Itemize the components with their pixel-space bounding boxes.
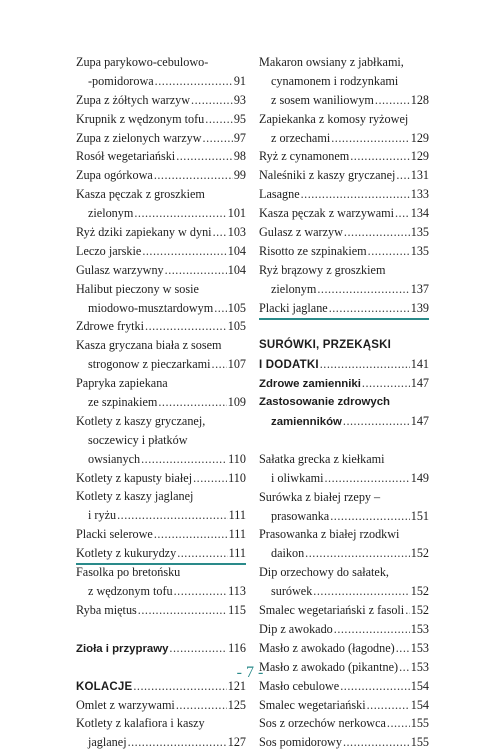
toc-entry[interactable]: [259, 204, 429, 223]
toc-entry-title: i oliwkami: [271, 470, 324, 485]
toc-entry-title: Surówka z białej rzepy –: [259, 489, 381, 504]
toc-entry[interactable]: [259, 450, 429, 469]
toc-entry-title: Kasza pęczak z warzywami: [259, 206, 394, 221]
toc-leader-dots: [317, 280, 409, 299]
toc-entry[interactable]: [259, 185, 429, 204]
toc-leader-dots: [212, 355, 227, 374]
toc-leader-dots: [214, 299, 226, 318]
toc-leader-dots: [305, 544, 410, 563]
toc-leader-dots: [191, 91, 233, 110]
toc-page-number: 129: [410, 149, 429, 164]
toc-leader-dots: [343, 412, 410, 431]
toc-page-number: 149: [410, 470, 429, 485]
toc-leader-dots: [155, 72, 233, 91]
toc-entry[interactable]: [76, 355, 246, 374]
toc-entry-title: KOLACJE: [76, 680, 133, 693]
toc-page-number: 125: [227, 697, 246, 712]
toc-leader-dots: [331, 129, 410, 148]
toc-leader-dots: [203, 129, 233, 148]
toc-entry[interactable]: [76, 506, 246, 525]
toc-entry-title: Zapiekanka z komosy ryżowej: [259, 111, 409, 126]
toc-page-number: 99: [233, 168, 246, 183]
toc-entry-title: z wędzonym tofu: [88, 583, 173, 598]
toc-leader-dots: [375, 91, 410, 110]
toc-leader-dots: [176, 696, 227, 715]
toc-page-number: 110: [228, 451, 246, 466]
toc-entry[interactable]: [259, 544, 429, 563]
toc-entry-title: Kasza gryczana biała z sosem: [76, 338, 222, 353]
toc-entry[interactable]: [76, 336, 246, 355]
toc-entry[interactable]: [259, 525, 429, 544]
toc-page-number: 133: [410, 187, 429, 202]
toc-entry[interactable]: [76, 412, 246, 431]
toc-entry[interactable]: [76, 469, 246, 488]
toc-entry[interactable]: [259, 620, 429, 639]
toc-page-number: 105: [227, 319, 246, 334]
toc-entry[interactable]: [259, 147, 429, 166]
toc-entry-title: Dip orzechowy do sałatek,: [259, 565, 389, 580]
toc-leader-dots: [158, 393, 226, 412]
toc-entry[interactable]: [76, 544, 246, 563]
toc-page-number: 155: [410, 716, 429, 731]
toc-entry-title: Risotto ze szpinakiem: [259, 243, 367, 258]
toc-entry-title: Makaron owsiany z jabłkami,: [259, 55, 404, 69]
toc-page-number: 154: [410, 678, 429, 693]
toc-leader-dots: [213, 223, 227, 242]
toc-entry-title: soczewicy i płatków: [88, 432, 188, 447]
section-underline-kolacje: [76, 563, 246, 565]
toc-entry-title: Lasagne: [259, 187, 300, 202]
toc-entry[interactable]: [259, 261, 429, 280]
toc-left-column: [76, 53, 246, 752]
page-number: - 7 -: [236, 664, 264, 681]
toc-leader-dots: [174, 582, 228, 601]
toc-page-number: 134: [410, 206, 429, 221]
toc-entry[interactable]: [76, 733, 246, 752]
toc-page-number: 152: [410, 546, 429, 561]
toc-entry[interactable]: [259, 53, 429, 72]
toc-entry-title: Ryż z cynamonem: [259, 149, 350, 164]
toc-entry-title: Placki selerowe: [76, 527, 153, 542]
toc-page-number: 111: [228, 527, 246, 542]
toc-entry[interactable]: [259, 733, 429, 752]
toc-entry[interactable]: [259, 129, 429, 148]
toc-right-column: [259, 53, 429, 752]
toc-section-heading[interactable]: [259, 336, 429, 355]
toc-entry[interactable]: [76, 639, 246, 658]
toc-page-number: 127: [227, 735, 246, 750]
toc-leader-dots: [344, 223, 410, 242]
toc-entry-title: Masło z awokado (pikantne): [259, 659, 399, 674]
toc-page-number: 147: [410, 414, 429, 429]
toc-page-number: 110: [228, 470, 246, 485]
toc-page-number: 111: [228, 508, 246, 523]
toc-leader-dots: [154, 525, 228, 544]
toc-entry-title: Zastosowanie zdrowych: [259, 396, 391, 409]
toc-leader-dots: [405, 601, 410, 620]
toc-entry-title: z sosem waniliowym: [271, 92, 374, 107]
toc-entry[interactable]: [259, 412, 429, 431]
toc-page-number: 91: [233, 73, 246, 88]
toc-entry[interactable]: [76, 53, 246, 72]
toc-entry-title: Kasza pęczak z groszkiem: [76, 187, 205, 202]
toc-entry[interactable]: [76, 563, 246, 582]
toc-page-number: 141: [410, 357, 429, 372]
toc-leader-dots: [154, 166, 233, 185]
toc-entry[interactable]: [76, 374, 246, 393]
toc-entry-title: Krupnik z wędzonym tofu: [76, 111, 205, 126]
toc-page-number: 152: [410, 584, 429, 599]
toc-entry[interactable]: [76, 280, 246, 299]
toc-entry[interactable]: [259, 166, 429, 185]
toc-entry[interactable]: [76, 525, 246, 544]
toc-entry-title: strogonow z pieczarkami: [88, 357, 211, 372]
toc-entry[interactable]: [259, 393, 429, 412]
toc-page-number: 116: [228, 640, 246, 655]
toc-entry-title: z orzechami: [271, 130, 331, 145]
toc-page-number: 121: [227, 678, 246, 693]
toc-entry-title: daikon: [271, 546, 305, 561]
toc-page-number: 93: [233, 92, 246, 107]
toc-page-number: 115: [228, 602, 246, 617]
toc-entry-title: Zdrowe zamienniki: [259, 378, 361, 391]
toc-entry-title: Zupa parykowo-cebulowo-: [76, 55, 209, 69]
toc-entry[interactable]: [76, 393, 246, 412]
toc-page-number: 105: [227, 300, 246, 315]
toc-entry[interactable]: [76, 204, 246, 223]
toc-page-number: 153: [410, 621, 429, 636]
toc-entry-title: Placki jaglane: [259, 300, 328, 315]
toc-leader-dots: [142, 242, 226, 261]
toc-entry[interactable]: [76, 147, 246, 166]
toc-entry-title: Sałatka grecka z kiełkami: [259, 451, 385, 466]
toc-leader-dots: [177, 544, 227, 563]
toc-entry-title: Naleśniki z kaszy gryczanej: [259, 168, 396, 183]
toc-page-number: 153: [410, 640, 429, 655]
toc-entry-title: Omlet z warzywami: [76, 697, 175, 712]
toc-spacer: [259, 317, 429, 336]
toc-entry[interactable]: [259, 374, 429, 393]
toc-entry[interactable]: [259, 280, 429, 299]
toc-entry-title: Kotlety z kapusty białej: [76, 470, 193, 485]
toc-entry[interactable]: [76, 431, 246, 450]
toc-page-number: 104: [227, 262, 246, 277]
section-underline-surowki: [259, 318, 429, 320]
toc-entry-title: Rosół wegetariański: [76, 149, 176, 164]
toc-entry-title: Zupa z żółtych warzyw: [76, 92, 191, 107]
toc-page-number: 97: [233, 130, 246, 145]
toc-entry[interactable]: [76, 129, 246, 148]
toc-entry-title: zamienników: [271, 416, 342, 429]
toc-entry[interactable]: [76, 261, 246, 280]
toc-page-number: 103: [227, 225, 246, 240]
toc-entry[interactable]: [259, 714, 429, 733]
toc-page-number: 109: [227, 395, 246, 410]
toc-entry-title: Zupa z zielonych warzyw: [76, 130, 202, 145]
toc-leader-dots: [128, 733, 227, 752]
toc-entry[interactable]: [76, 91, 246, 110]
toc-leader-dots: [334, 620, 410, 639]
toc-leader-dots: [395, 204, 410, 223]
toc-entry-title: Kotlety z kaszy jaglanej: [76, 489, 194, 504]
toc-entry[interactable]: [259, 223, 429, 242]
toc-spacer: [259, 431, 429, 450]
toc-entry[interactable]: [76, 582, 246, 601]
toc-entry[interactable]: [259, 242, 429, 261]
toc-entry-title: Gulasz z warzyw: [259, 225, 343, 240]
toc-entry-title: Zdrowe frytki: [76, 319, 145, 334]
toc-entry-title: jaglanej: [88, 735, 127, 750]
toc-entry-title: -pomidorowa: [88, 73, 154, 88]
toc-entry-title: Dip z awokado: [259, 621, 333, 636]
toc-leader-dots: [350, 147, 410, 166]
toc-entry[interactable]: [259, 563, 429, 582]
toc-page-number: 151: [410, 508, 429, 523]
toc-entry-title: Papryka zapiekana: [76, 376, 168, 391]
toc-entry-title: owsianych: [88, 451, 141, 466]
toc-page-number: 107: [227, 357, 246, 372]
toc-entry[interactable]: [259, 299, 429, 318]
toc-entry-title: Gulasz warzywny: [76, 262, 164, 277]
toc-page-number: 129: [410, 130, 429, 145]
toc-leader-dots: [387, 714, 410, 733]
toc-entry[interactable]: [76, 223, 246, 242]
toc-page-number: 153: [410, 659, 429, 674]
toc-entry-title: Kotlety z kalafiora i kaszy: [76, 716, 205, 731]
toc-page-number: 135: [410, 225, 429, 240]
toc-entry[interactable]: [259, 507, 429, 526]
toc-entry-title: i ryżu: [88, 508, 117, 523]
toc-entry-title: Fasolka po bretońsku: [76, 565, 181, 580]
toc-entry[interactable]: [76, 601, 246, 620]
toc-entry[interactable]: [76, 714, 246, 733]
toc-page-number: 111: [228, 546, 246, 561]
toc-entry[interactable]: [259, 601, 429, 620]
toc-leader-dots: [141, 450, 227, 469]
toc-page-number: 137: [410, 281, 429, 296]
toc-entry[interactable]: [76, 450, 246, 469]
toc-leader-dots: [117, 506, 228, 525]
toc-page-number: 101: [227, 206, 246, 221]
toc-entry-title: Kotlety z kaszy gryczanej,: [76, 413, 206, 428]
toc-spacer: [76, 620, 246, 639]
toc-entry-title: Ryż brązowy z groszkiem: [259, 262, 386, 277]
toc-leader-dots: [329, 299, 410, 318]
toc-entry[interactable]: [259, 110, 429, 129]
toc-entry-title: Ryba miętus: [76, 602, 137, 617]
toc-leader-dots: [362, 374, 410, 393]
toc-page-number: 98: [233, 149, 246, 164]
toc-entry-title: cynamonem i rodzynkami: [271, 73, 399, 88]
toc-page-number: 131: [410, 168, 429, 183]
toc-page-number: 95: [233, 111, 246, 126]
toc-page-number: 113: [228, 583, 246, 598]
toc-entry[interactable]: [76, 696, 246, 715]
toc-leader-dots: [134, 204, 226, 223]
toc-entry-title: Masło cebulowe: [259, 678, 340, 693]
toc-leader-dots: [367, 696, 410, 715]
toc-entry-title: zielonym: [88, 206, 134, 221]
toc-entry[interactable]: [76, 299, 246, 318]
toc-leader-dots: [330, 507, 410, 526]
toc-leader-dots: [368, 242, 410, 261]
toc-page-number: 154: [410, 697, 429, 712]
toc-page-number: 147: [410, 376, 429, 391]
toc-entry-title: zielonym: [271, 281, 317, 296]
toc-entry-title: Smalec wegetariański: [259, 697, 366, 712]
toc-entry[interactable]: [76, 185, 246, 204]
toc-entry[interactable]: [259, 469, 429, 488]
toc-entry[interactable]: [259, 582, 429, 601]
toc-leader-dots: [396, 639, 410, 658]
toc-entry[interactable]: [76, 110, 246, 129]
toc-entry[interactable]: [259, 72, 429, 91]
toc-page-number: 139: [410, 300, 429, 315]
toc-entry-title: Leczo jarskie: [76, 243, 142, 258]
toc-leader-dots: [343, 733, 410, 752]
toc-entry-title: Zupa ogórkowa: [76, 168, 153, 183]
toc-leader-dots: [193, 469, 227, 488]
toc-leader-dots: [145, 317, 227, 336]
toc-entry-title: Kotlety z kukurydzy: [76, 546, 177, 561]
toc-entry-title: Halibut pieczony w sosie: [76, 281, 199, 296]
toc-leader-dots: [301, 185, 410, 204]
toc-entry-title: Sos z orzechów nerkowca: [259, 716, 386, 731]
toc-leader-dots: [138, 601, 227, 620]
toc-entry[interactable]: [259, 91, 429, 110]
toc-entry-title: prasowanka: [271, 508, 330, 523]
toc-entry-title: I DODATKI: [259, 359, 319, 372]
toc-entry-title: Smalec wegetariański z fasoli: [259, 603, 405, 618]
toc-entry[interactable]: [259, 488, 429, 507]
toc-entry-title: Ryż dziki zapiekany w dyni: [76, 225, 212, 240]
toc-leader-dots: [396, 166, 409, 185]
toc-entry-title: Prasowanka z białej rzodkwi: [259, 527, 400, 542]
toc-section-heading[interactable]: [259, 355, 429, 374]
toc-entry[interactable]: [76, 72, 246, 91]
toc-page-number: 128: [410, 92, 429, 107]
toc-entry[interactable]: [76, 487, 246, 506]
toc-entry-title: Zioła i przyprawy: [76, 642, 169, 655]
toc-entry-title: Sos pomidorowy: [259, 735, 342, 750]
toc-leader-dots: [176, 147, 233, 166]
toc-page-number: 104: [227, 243, 246, 258]
toc-leader-dots: [169, 639, 227, 658]
toc-entry[interactable]: [76, 242, 246, 261]
toc-entry-title: ze szpinakiem: [88, 395, 158, 410]
toc-leader-dots: [324, 469, 409, 488]
toc-entry-title: miodowo-musztardowym: [88, 300, 214, 315]
toc-entry[interactable]: [76, 317, 246, 336]
toc-leader-dots: [313, 582, 409, 601]
toc-leader-dots: [320, 355, 410, 374]
toc-entry-title: Masło z awokado (łagodne): [259, 640, 395, 655]
toc-entry-title: surówek: [271, 584, 313, 599]
toc-entry[interactable]: [76, 166, 246, 185]
toc-leader-dots: [165, 261, 227, 280]
toc-page-number: 135: [410, 243, 429, 258]
toc-page-number: 155: [410, 735, 429, 750]
toc-page-number: 152: [410, 603, 429, 618]
toc-entry-title: SURÓWKI, PRZEKĄSKI: [259, 339, 392, 352]
toc-entry[interactable]: [259, 639, 429, 658]
toc-entry[interactable]: [259, 696, 429, 715]
toc-leader-dots: [205, 110, 233, 129]
